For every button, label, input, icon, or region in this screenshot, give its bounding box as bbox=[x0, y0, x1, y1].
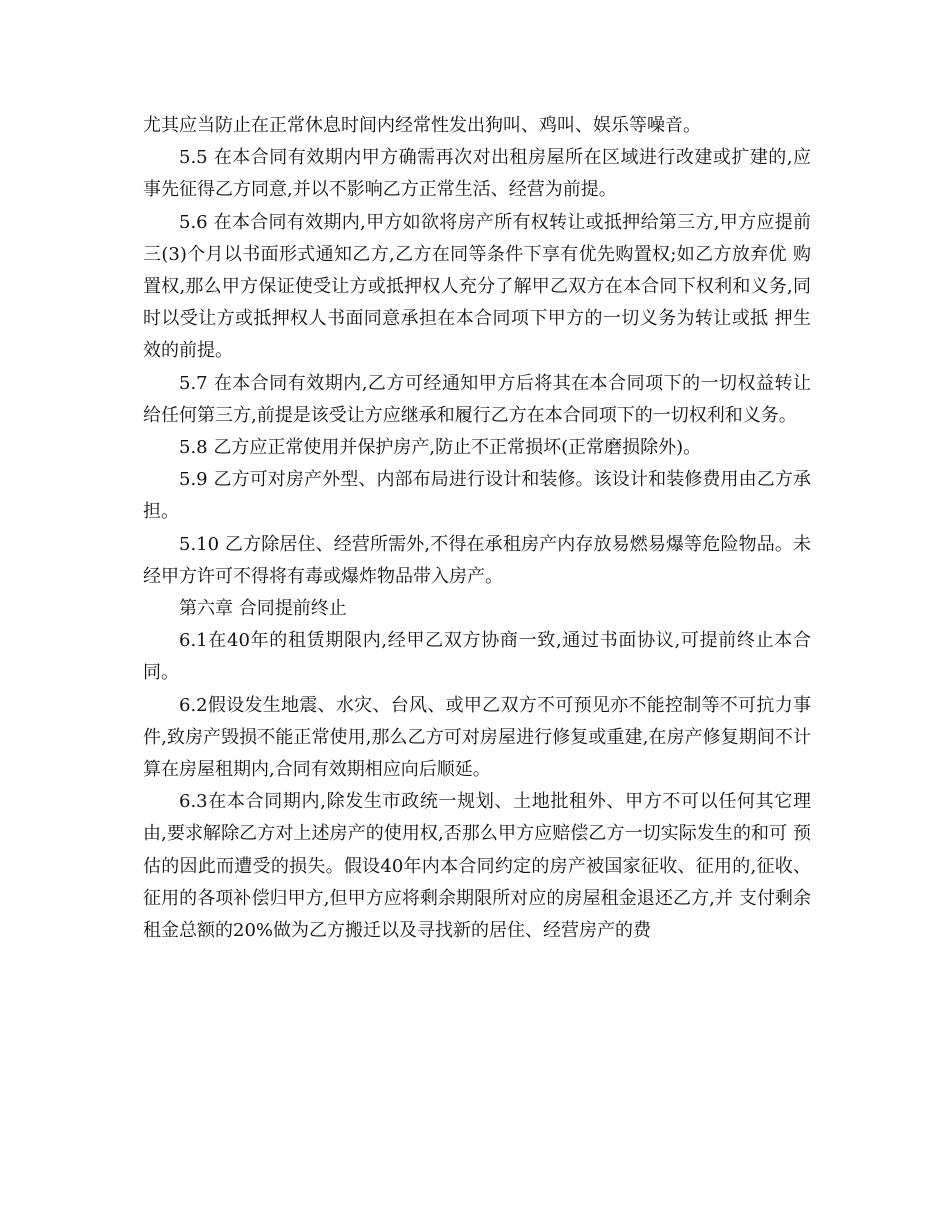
clause-5-9: 5.9 乙方可对房产外型、内部布局进行设计和装修。该设计和装修费用由乙方承担。 bbox=[143, 469, 811, 523]
clause-5-8: 5.8 乙方应正常使用并保护房产,防止不正常损坏(正常磨损除外)。 bbox=[179, 437, 702, 459]
clause-5-5: 5.5 在本合同有效期内甲方确需再次对出租房屋所在区域进行改建或扩建的,应事先征得乙方同意,并以不影响乙方正常生活、经营为前提。 bbox=[143, 147, 811, 201]
chapter-6-heading: 第六章 合同提前终止 bbox=[179, 598, 347, 620]
clause-6-1: 6.1在40年的租赁期限内,经甲乙双方协商一致,通过书面协议,可提前终止本合同。 bbox=[143, 630, 811, 684]
paragraph-continuation: 尤其应当防止在正常休息时间内经常性发出狗叫、鸡叫、娱乐等噪音。 bbox=[143, 115, 701, 136]
clause-5-10: 5.10 乙方除居住、经营所需外,不得在承租房产内存放易燃易爆等危险物品。未经甲方许可不得将有毒或爆炸物品带入房产。 bbox=[143, 533, 811, 587]
clause-6-3: 6.3在本合同期内,除发生市政统一规划、土地批租外、甲方不可以任何其它理由,要求解除乙方对上述房产的使用权,否那么甲方应赔偿乙方一切实际发生的和可 预估的因此而遭受的损失。假设40年内本合同约定的房产被国家征收、征用的,征收、征用的各项补偿归甲方,但甲方应将剩余期限所对应的房屋租金退还乙方,并 支付剩余租金总额的20%做为乙方搬迁以及寻找新的居住、经营房产的费 bbox=[143, 791, 811, 942]
clause-5-7: 5.7 在本合同有效期内,乙方可经通知甲方后将其在本合同项下的一切权益转让给任何第三方,前提是该受让方应继承和履行乙方在本合同项下的一切权利和义务。 bbox=[143, 372, 811, 426]
clause-5-6: 5.6 在本合同有效期内,甲方如欲将房产所有权转让或抵押给第三方,甲方应提前三(3)个月以书面形式通知乙方,乙方在同等条件下享有优先购置权;如乙方放弃优 购置权,那么甲方保证使受让方或抵押权人充分了解甲乙双方在本合同下权利和义务,同时以受让方或抵押权人书面同意承担在本合同项下甲方的一切义务为转让或抵 押生效的前提。 bbox=[143, 211, 811, 362]
document-body bbox=[143, 110, 811, 947]
clause-6-2: 6.2假设发生地震、水灾、台风、或甲乙双方不可预见亦不能控制等不可抗力事件,致房产毁损不能正常使用,那么乙方可对房屋进行修复或重建,在房产修复期间不计算在房屋租期内,合同有效期相应向后顺延。 bbox=[143, 694, 811, 781]
